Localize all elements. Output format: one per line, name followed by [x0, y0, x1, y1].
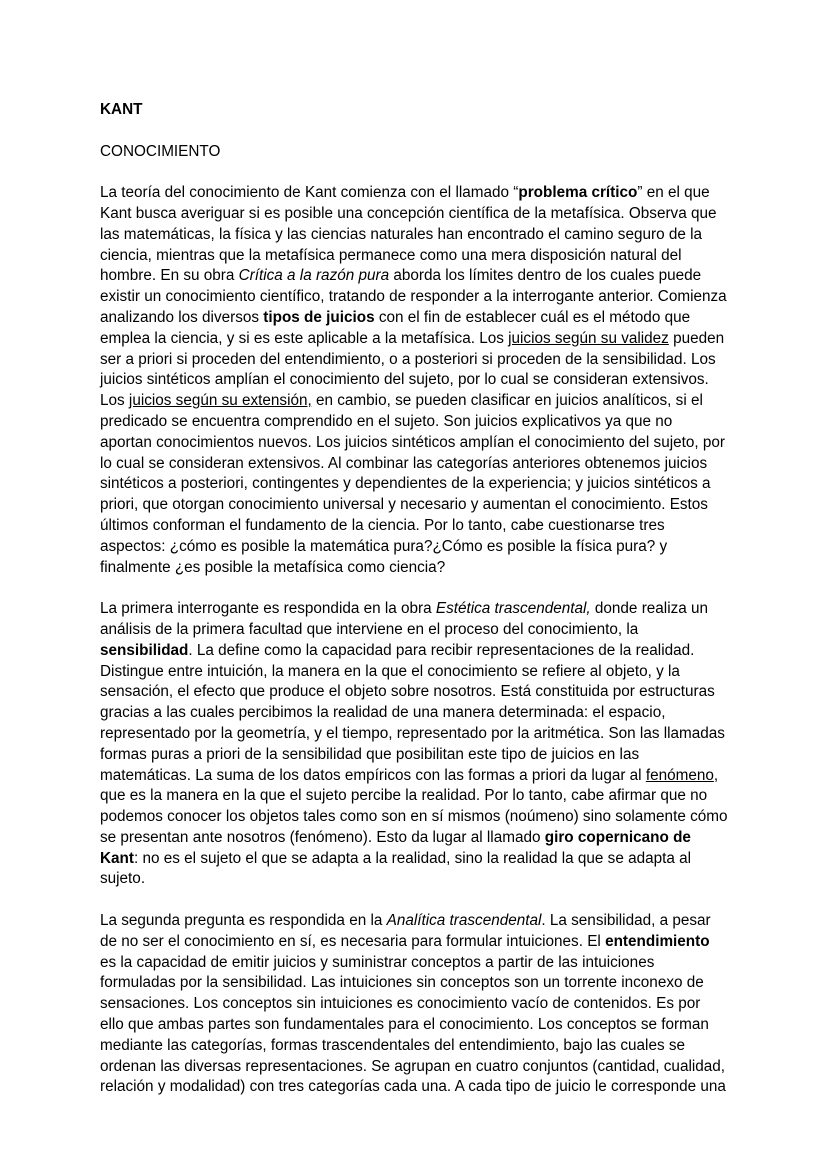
paragraph: [100, 183, 728, 578]
paragraph: [100, 911, 728, 1098]
text-run: La segunda pregunta es respondida en la: [100, 912, 387, 930]
text-run: ” en el que Kant busca averiguar si es posible una concepción científica de la metafísica. Observa que las matemáticas, la física y las ciencias naturales han encontrado el camino seguro de la ciencia, mientras que la metafísica permanece como una mera disposición natural del hombre. En su obra: [100, 184, 717, 285]
document-body: [100, 183, 728, 1098]
text-run: pueden ser a priori si proceden del entendimiento, o a posteriori si proceden de la sensibilidad. Los juicios sintéticos amplían el conocimiento del sujeto, por lo cual se consideran extensivos. Los: [100, 329, 725, 410]
text-run: : no es el sujeto el que se adapta a la realidad, sino la realidad la que se adapta al sujeto.: [100, 849, 692, 888]
document-title: KANT: [100, 101, 143, 118]
text-run: fenómeno: [645, 766, 714, 784]
text-run: , que es la manera en la que el sujeto percibe la realidad. Por lo tanto, cabe afirmar que no podemos conocer los objetos tales como son en sí mismos (noúmeno) sino solamente cómo se presentan ante nosotros (fenómeno). Esto da lugar al llamado: [100, 766, 728, 846]
text-run: Analítica trascendental: [386, 912, 542, 930]
text-run: Crítica a la razón pura: [238, 267, 390, 285]
text-run: juicios según su extensión,: [128, 392, 312, 410]
text-run: es la capacidad de emitir juicios y suministrar conceptos a partir de las intuiciones formuladas por la sensibilidad. Las intuiciones sin conceptos son un torrente inconexo de sensaciones. Los conceptos sin intuiciones es conocimiento vacío de contenidos. Es por ello que ambas partes son fundamentales para el conocimiento. Los conceptos se forman mediante las categorías, formas trascendentales del entendimiento, bajo las cuales se ordenan las diversas representaciones. Se agrupan en cuatro conjuntos (cantidad, cualidad, relación y modalidad) con tres categorías cada una. A cada tipo de juicio le corresponde una: [100, 953, 726, 1096]
paragraph: [100, 599, 728, 890]
text-run: sensibilidad: [100, 641, 189, 659]
document-subtitle: CONOCIMIENTO: [100, 142, 221, 160]
text-run: con el fin de establecer cuál es el método que emplea la ciencia, y si es este aplicable a la metafísica. Los: [100, 308, 691, 347]
text-run: problema crítico: [518, 184, 638, 202]
text-run: aborda los límites dentro de los cuales puede existir un conocimiento científico, tratando de responder a la interrogante anterior. Comienza analizando los diversos: [100, 267, 727, 326]
text-run: La teoría del conocimiento de Kant comienza con el llamado “: [100, 184, 519, 202]
text-run: entendimiento: [605, 932, 710, 950]
text-run: . La sensibilidad, a pesar de no ser el conocimiento en sí, es necesaria para formular intuiciones. El: [100, 912, 711, 950]
text-run: donde realiza un análisis de la primera facultad que interviene en el proceso del conocimiento, la: [100, 600, 709, 638]
text-run: giro copernicano de Kant: [100, 828, 691, 867]
text-run: Estética trascendental,: [435, 600, 591, 618]
text-run: juicios según su validez: [508, 329, 669, 347]
text-run: La primera interrogante es respondida en la obra: [100, 600, 436, 618]
text-run: tipos de juicios: [263, 308, 375, 326]
text-run: . La define como la capacidad para recibir representaciones de la realidad. Distingue entre intuición, la manera en la que el conocimiento se refiere al objeto, y la sensación, el efecto que produce el objeto sobre nosotros. Está constituida por estructuras gracias a las cuales percibimos la realidad de una manera determinada: el espacio, representado por la geometría, y el tiempo, representado por la aritmética. Son las llamadas formas puras a priori de la sensibilidad que posibilitan este tipo de juicios en las matemáticas. La suma de los datos empíricos con las formas a priori da lugar al: [100, 641, 725, 784]
text-run: en cambio, se pueden clasificar en juicios analíticos, si el predicado se encuentra comprendido en el sujeto. Son juicios explicativos ya que no aportan conocimientos nuevos. Los juicios sintéticos amplían el conocimiento del sujeto, por lo cual se consideran extensivos. Al combinar las categorías anteriores obtenemos juicios sintéticos a posteriori, contingentes y dependientes de la experiencia; y juicios sintéticos a priori, que otorgan conocimiento universal y necesario y aumentan el conocimiento. Estos últimos conforman el fundamento de la ciencia. Por lo tanto, cabe cuestionarse tres aspectos: ¿cómo es posible la matemática pura?¿Cómo es posible la física pura? y finalmente ¿es posible la metafísica como ciencia?: [100, 392, 725, 576]
